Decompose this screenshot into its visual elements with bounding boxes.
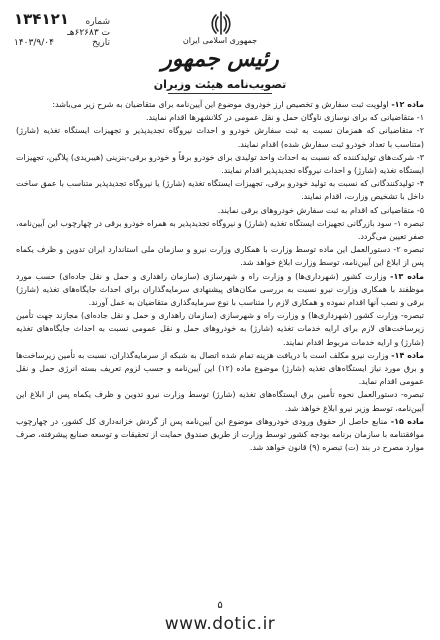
- header-subtitle: جمهوری اسلامی ایران: [182, 36, 258, 45]
- reference-code: ت ۶۲۶۸۳هـ: [67, 28, 110, 38]
- paragraph: ۴- تولیدکنندگانی که نسبت به تولید خودرو برقی، تجهیزات ایستگاه تغذیه (شارژ) یا نیروگاه تجدیدپذیر متناسب با عمق ساخت داخل با تشخیص وزارت، اقدام نمایند.: [16, 179, 424, 202]
- paragraph: ۱- متقاضیانی که برای نوسازی ناوگان حمل و نقل عمومی در کلانشهرها اقدام نمایند.: [146, 113, 424, 123]
- paragraph: تبصره- دستورالعمل نحوه تأمین برق ایستگاه‌های تغذیه (شارژ) توسط وزارت نیرو تدوین و ظرف یکماه پس از ابلاغ این آیین‌نامه، توسط وزیر نیرو ابلاغ خواهد شد.: [16, 390, 424, 413]
- footer-url: www.dotic.ir: [164, 614, 276, 634]
- paragraph: ماده ۱۴- وزارت نیرو مکلف است با دریافت هزینه تمام شده اتصال به شبکه از سرمایه‌گذاران، نسبت به تأمین زیرساخت‌ها و برق مورد نیاز ایستگاه‌های تغذیه (شارژ) موضوع ماده (۱۲) این آیین‌نامه و حسب لزوم تعریف بسته انرژی حمل و نقل عمومی اقدام نماید.: [16, 350, 424, 387]
- paragraph: تبصره ۲- دستورالعمل این ماده توسط وزارت با همکاری وزارت نیرو و سازمان ملی استاندارد ایران تدوین و ظرف یکماه پس از ابلاغ این آیین‌نامه، توسط وزارت ابلاغ خواهد شد.: [16, 245, 424, 268]
- paragraph: ماده ۱۵- منابع حاصل از حقوق ورودی خودروهای موضوع این آیین‌نامه پس از گردش خزانه‌داری کل کشور، در چهارچوب موافقتنامه با سازمان برنامه بودجه کشور توسط وزارت از طریق صندوق حمایت از تحقیقات و توسعه صنایع پیشرفته، صرف موارد مصرح در بند (ت) تبصره (۹) قانون خواهد شد.: [16, 416, 425, 453]
- paragraph: تبصره ۱- سود بازرگانی تجهیزات ایستگاه تغذیه (شارژ) و نیروگاه تجدیدپذیر به همراه خودرو برقی در چهارچوب این آیین‌نامه، صفر تعیین می‌گردد.: [16, 218, 424, 242]
- heading-divider: [168, 93, 272, 94]
- document-heading: تصویب‌نامه هیئت وزیران: [153, 78, 287, 91]
- number-label: شماره: [85, 17, 110, 27]
- paragraph: ۵- متقاضیانی که اقدام به ثبت سفارش خودروهای برقی نمایند.: [217, 205, 424, 215]
- paragraph: ماده ۱۳- وزارت کشور (شهرداری‌ها) و وزارت راه و شهرسازی (سازمان راهداری و حمل و نقل جاده‌ای) حسب مورد موظفند با همکاری وزارت نیرو نسبت به بررسی مکان‌های پیشنهادی سرمایه‌گذاران برای احداث جایگاه‌های تغذیه (شارژ) برقی و نصب آنها اقدام نموده و همکاری لازم را متناسب با نوع سرمایه‌گذاری متقاضیان به عمل آورند.: [16, 271, 424, 308]
- paragraph: تبصره- وزارت کشور (شهرداری‌ها) و وزارت راه و شهرسازی (سازمان راهداری و حمل و نقل جاده‌ای) مجازند جهت تأمین زیرساخت‌های لازم برای ارایه خدمات تغذیه (شارژ) به خودروهای حمل و نقل عمومی نسبت به احداث جایگاه‌های تغذیه (شارژ) و ارایه خدمات مربوط اقدام نمایند.: [16, 311, 424, 347]
- page-number: ۵: [217, 600, 223, 611]
- reference-date: ۱۴۰۳/۹/۰۴: [14, 38, 54, 48]
- paragraph: ۲- متقاضیانی که همزمان نسبت به ثبت سفارش خودرو و احداث نیروگاه تجدیدپذیر و تجهیزات ایستگاه تغذیه (شارژ) (متناسب با تعداد خودرو ثبت سفارش شده) اقدام نمایند.: [16, 126, 424, 149]
- paragraph: ماده ۱۲- اولویت ثبت سفارش و تخصیص ارز خودروی موضوع این آیین‌نامه برای متقاضیان به شرح زیر می‌باشد:: [52, 100, 424, 109]
- date-label: تاریخ: [92, 38, 110, 48]
- emblem-icon: [206, 8, 236, 38]
- document-body: [16, 98, 424, 598]
- paragraph: ۳- شرکت‌های تولیدکننده که نسبت به احداث واحد تولیدی برای خودرو برقاً و خودرو برقی-بنزینی (هیبریدی) پلاگین، تجهیزات ایستگاه تغذیه (شارژ) و احداث نیروگاه تجدیدپذیر اقدام نمایند.: [16, 152, 424, 176]
- reference-number: ۱۳۴۱۲۱: [14, 10, 69, 28]
- header-title: رئیس جمهور: [161, 46, 279, 72]
